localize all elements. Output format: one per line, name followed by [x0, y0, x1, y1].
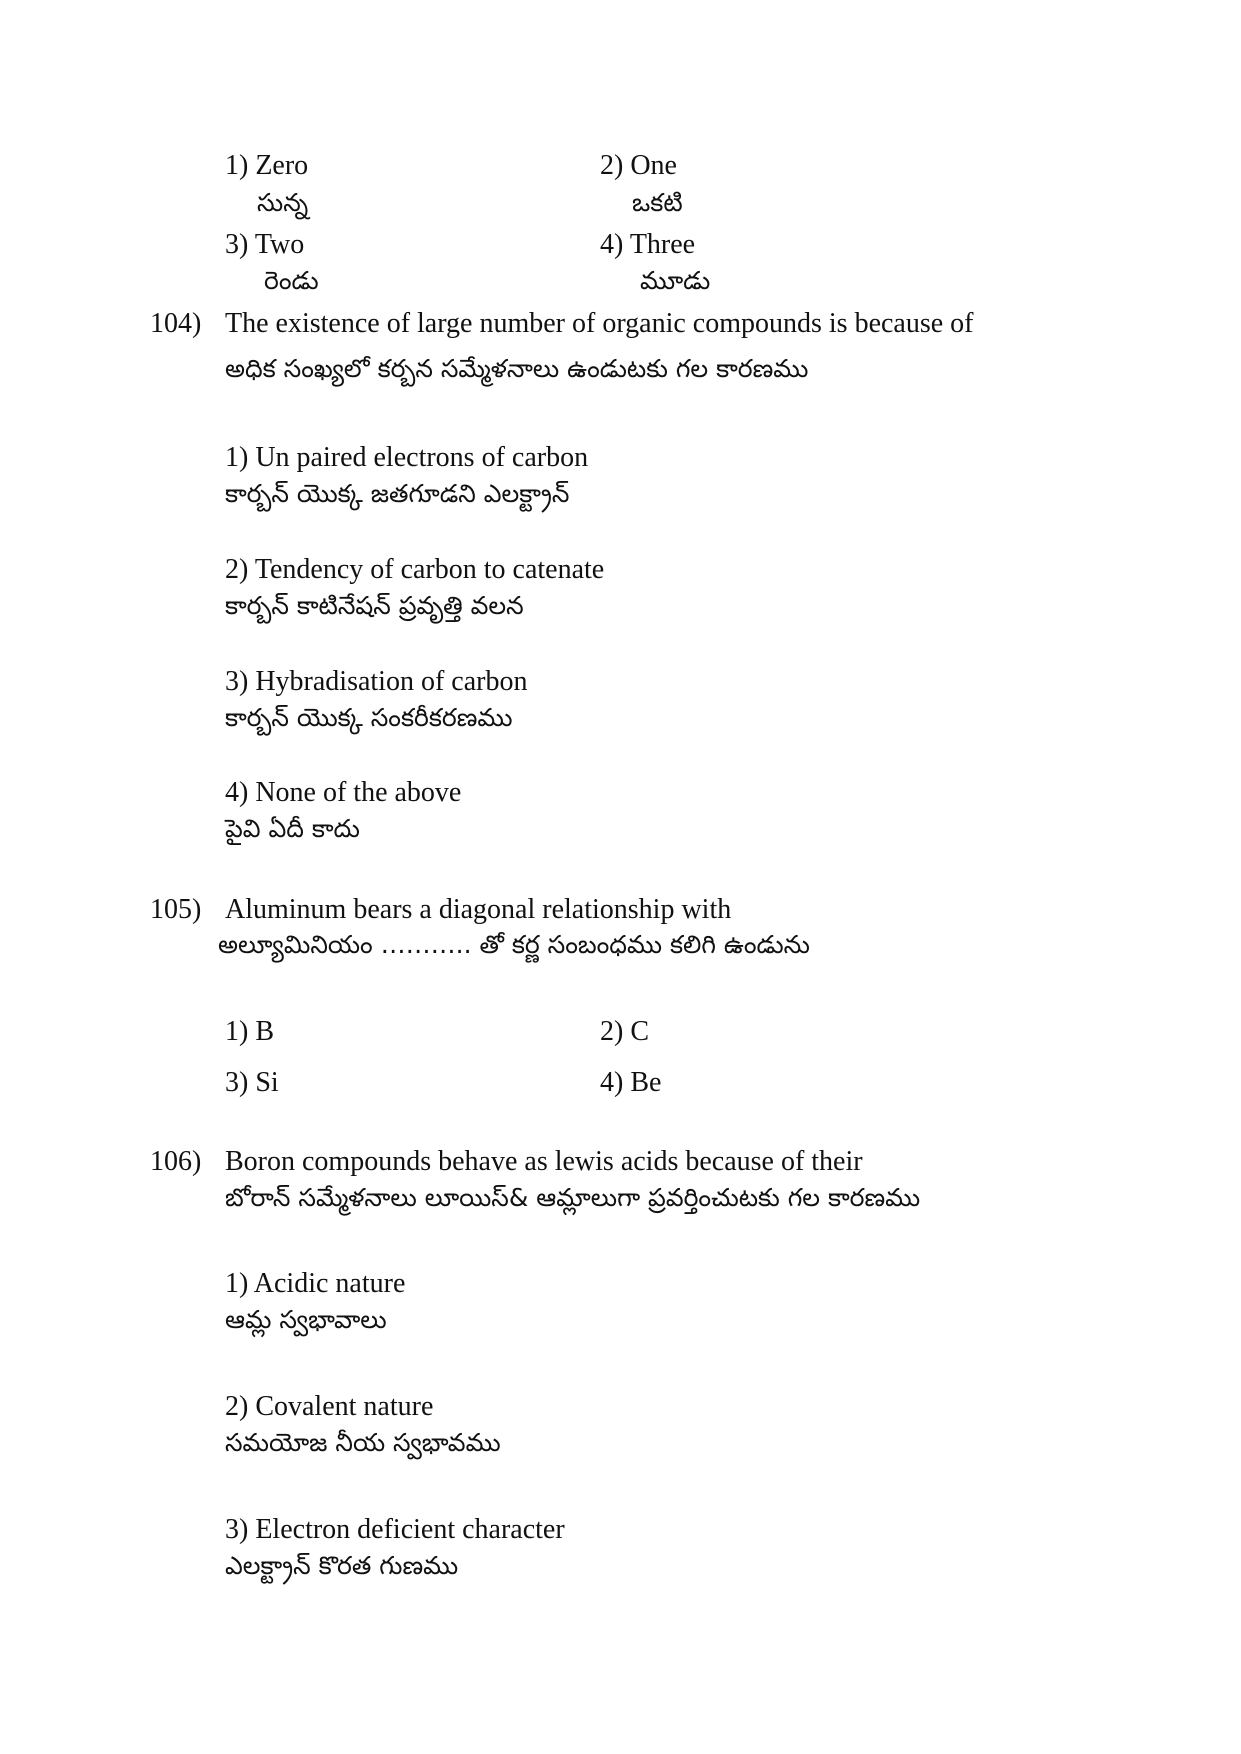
- q105-number: 105): [150, 894, 202, 925]
- q104-option-3-te: కార్బన్ యొక్క సంకరీకరణము: [225, 703, 513, 732]
- q105-option-3: 3) Si: [225, 1067, 279, 1098]
- q104-option-1-en: 1) Un paired electrons of carbon: [225, 442, 589, 473]
- q106-option-1-te: ఆమ్ల స్వభావాలు: [225, 1305, 387, 1334]
- q104-option-1-te: కార్బన్ యొక్క జతగూడని ఎలక్ట్రాన్: [225, 479, 570, 508]
- q106-option-3-te: ఎలక్ట్రాన్ కొరత గుణము: [225, 1551, 459, 1580]
- q103-option-4-en: 4) Three: [600, 229, 696, 260]
- q105-text-te: అల్యూమినియం ……….. తో కర్ణ సంబంధము కలిగి ఉండును: [218, 930, 810, 959]
- q106-option-2-te: సమయోజ నీయ స్వభావము: [225, 1428, 501, 1457]
- q105-option-4: 4) Be: [600, 1067, 662, 1098]
- q103-option-3-en: 3) Two: [225, 229, 305, 260]
- q105-option-1: 1) B: [225, 1016, 274, 1047]
- q103-option-1-te: సున్న: [257, 188, 309, 217]
- q104-option-4-te: పైవి ఏదీ కాదు: [225, 814, 360, 843]
- q104-option-4-en: 4) None of the above: [225, 777, 462, 808]
- q103-option-4-te: మూడు: [640, 266, 711, 295]
- q106-number: 106): [150, 1146, 202, 1177]
- q104-number: 104): [150, 308, 202, 339]
- q106-option-1-en: 1) Acidic nature: [225, 1268, 406, 1299]
- q103-option-3-te: రెండు: [264, 266, 319, 295]
- q104-text-en: The existence of large number of organic compounds is because of: [225, 308, 974, 339]
- q104-option-2-en: 2) Tendency of carbon to catenate: [225, 554, 605, 585]
- q104-option-2-te: కార్బన్ కాటినేషన్ ప్రవృత్తి వలన: [225, 591, 524, 620]
- q104-text-te: అధిక సంఖ్యలో కర్బన సమ్మేళనాలు ఉండుటకు గల కారణము: [225, 354, 809, 383]
- q106-option-3-en: 3) Electron deficient character: [225, 1514, 565, 1545]
- q103-option-2-te: ఒకటి: [632, 188, 683, 217]
- q105-option-2: 2) C: [600, 1016, 649, 1047]
- q106-text-te: బోరాన్ సమ్మేళనాలు లూయిస్& ఆమ్లాలుగా ప్రవర్తించుటకు గల కారణము: [225, 1183, 921, 1212]
- q106-option-2-en: 2) Covalent nature: [225, 1391, 434, 1422]
- q103-option-2-en: 2) One: [600, 150, 677, 181]
- q103-option-1-en: 1) Zero: [225, 150, 309, 181]
- q104-option-3-en: 3) Hybradisation of carbon: [225, 666, 528, 697]
- q105-text-en: Aluminum bears a diagonal relationship with: [225, 894, 732, 925]
- q106-text-en: Boron compounds behave as lewis acids because of their: [225, 1146, 863, 1177]
